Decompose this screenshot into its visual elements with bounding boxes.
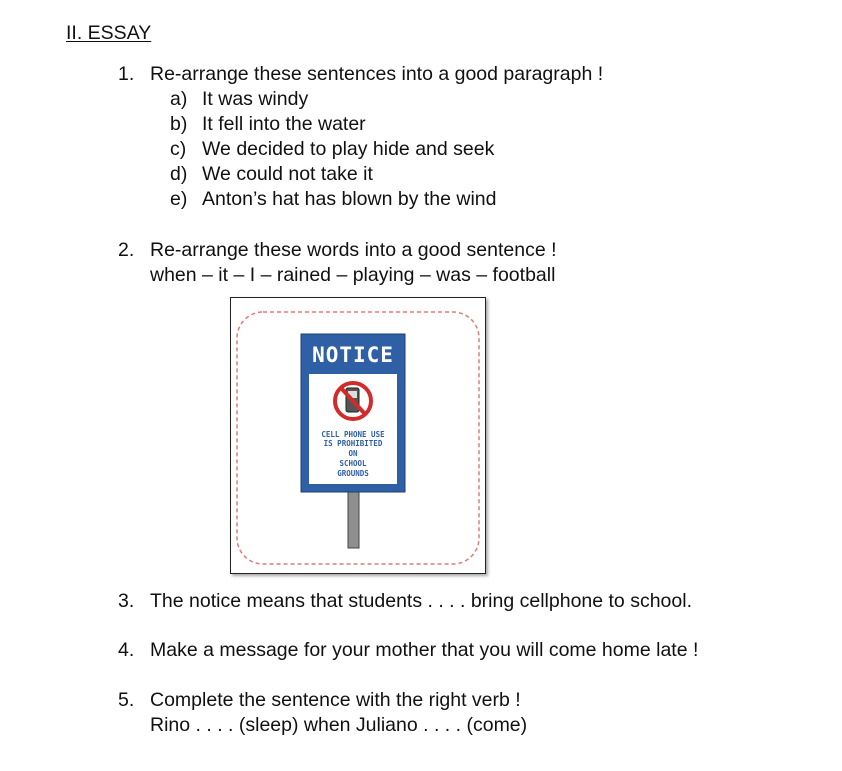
question-5-number: 5. bbox=[118, 689, 135, 711]
option-b-text: It fell into the water bbox=[202, 113, 366, 135]
option-d-text: We could not take it bbox=[202, 163, 373, 185]
question-2-words: when – it – I – rained – playing – was – football bbox=[150, 264, 556, 286]
option-d-letter: d) bbox=[170, 163, 188, 185]
question-5-sentence: Rino . . . . (sleep) when Juliano . . . . (come) bbox=[150, 714, 528, 736]
notice-line-1: CELL PHONE USE bbox=[321, 430, 385, 439]
notice-line-3: ON bbox=[348, 449, 358, 458]
option-e-letter: e) bbox=[170, 188, 188, 210]
question-3-text: The notice means that students . . . . bring cellphone to school. bbox=[150, 590, 692, 612]
question-5-text: Complete the sentence with the right verb ! bbox=[150, 689, 521, 711]
notice-line-2: IS PROHIBITED bbox=[323, 439, 383, 448]
section-title: II. ESSAY bbox=[66, 22, 152, 44]
notice-line-5: GROUNDS bbox=[337, 469, 369, 478]
question-3-number: 3. bbox=[118, 590, 135, 612]
question-4-text: Make a message for your mother that you will come home late ! bbox=[150, 639, 699, 661]
notice-image bbox=[230, 297, 486, 574]
notice-title: NOTICE bbox=[312, 343, 394, 367]
option-e-text: Anton’s hat has blown by the wind bbox=[202, 188, 497, 210]
option-b-letter: b) bbox=[170, 113, 188, 135]
option-a-text: It was windy bbox=[202, 88, 309, 110]
no-cell-phone-icon bbox=[335, 383, 371, 419]
question-2-text: Re-arrange these words into a good sentence ! bbox=[150, 239, 557, 261]
question-1-text: Re-arrange these sentences into a good paragraph ! bbox=[150, 63, 604, 85]
option-c-letter: c) bbox=[170, 138, 187, 160]
question-2-number: 2. bbox=[118, 239, 135, 261]
option-c-text: We decided to play hide and seek bbox=[202, 138, 495, 160]
question-1-number: 1. bbox=[118, 63, 135, 85]
question-4-number: 4. bbox=[118, 639, 135, 661]
option-a-letter: a) bbox=[170, 88, 188, 110]
notice-line-4: SCHOOL bbox=[339, 459, 367, 468]
sign-pole bbox=[348, 490, 359, 548]
